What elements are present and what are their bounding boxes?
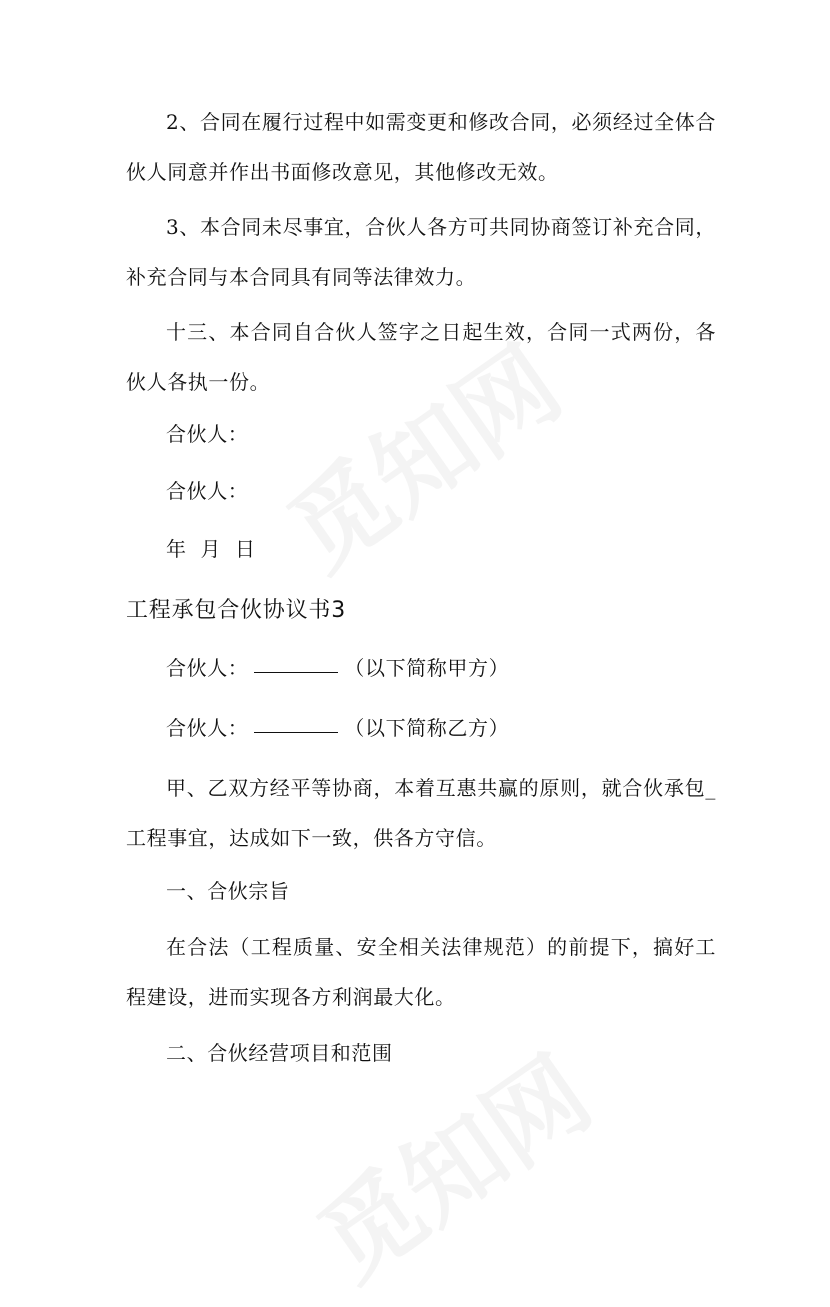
partner-b-suffix: （以下简称乙方）	[344, 716, 510, 740]
item-1-title: 一、合伙宗旨	[166, 879, 290, 903]
item-1-body: 在合法（工程质量、安全相关法律规范）的前提下，搞好工程建设，进而实现各方利润最大化。	[126, 935, 716, 1009]
section-title: 工程承包合伙协议书3	[126, 598, 346, 623]
partner-signature-1: 合伙人：	[166, 422, 249, 446]
partner-signature-2: 合伙人：	[166, 479, 249, 503]
intro-paragraph: 甲、乙双方经平等协商，本着互惠共赢的原则，就合伙承包_工程事宜，达成如下一致，供各方守信。	[126, 776, 716, 850]
clause-3-paragraph: 3、本合同未尽事宜，合伙人各方可共同协商签订补充合同，补充合同与本合同具有同等法律效力。	[126, 215, 716, 289]
partner-a-line	[126, 643, 716, 693]
date-line: 年 月 日	[166, 537, 256, 561]
clause-2-paragraph: 2、合同在履行过程中如需变更和修改合同，必须经过全体合伙人同意并作出书面修改意见，其他修改无效。	[126, 110, 716, 184]
partner-a-suffix: （以下简称甲方）	[344, 656, 510, 680]
partner-a-label: 合伙人：	[166, 656, 249, 680]
partner-b-line	[126, 703, 716, 753]
partner-b-blank	[254, 712, 338, 733]
item-2-title: 二、合伙经营项目和范围	[166, 1041, 393, 1065]
clause-13-paragraph: 十三、本合同自合伙人签字之日起生效，合同一式两份，各伙人各执一份。	[126, 320, 716, 394]
partner-b-label: 合伙人：	[166, 716, 249, 740]
partner-a-blank	[254, 652, 338, 673]
